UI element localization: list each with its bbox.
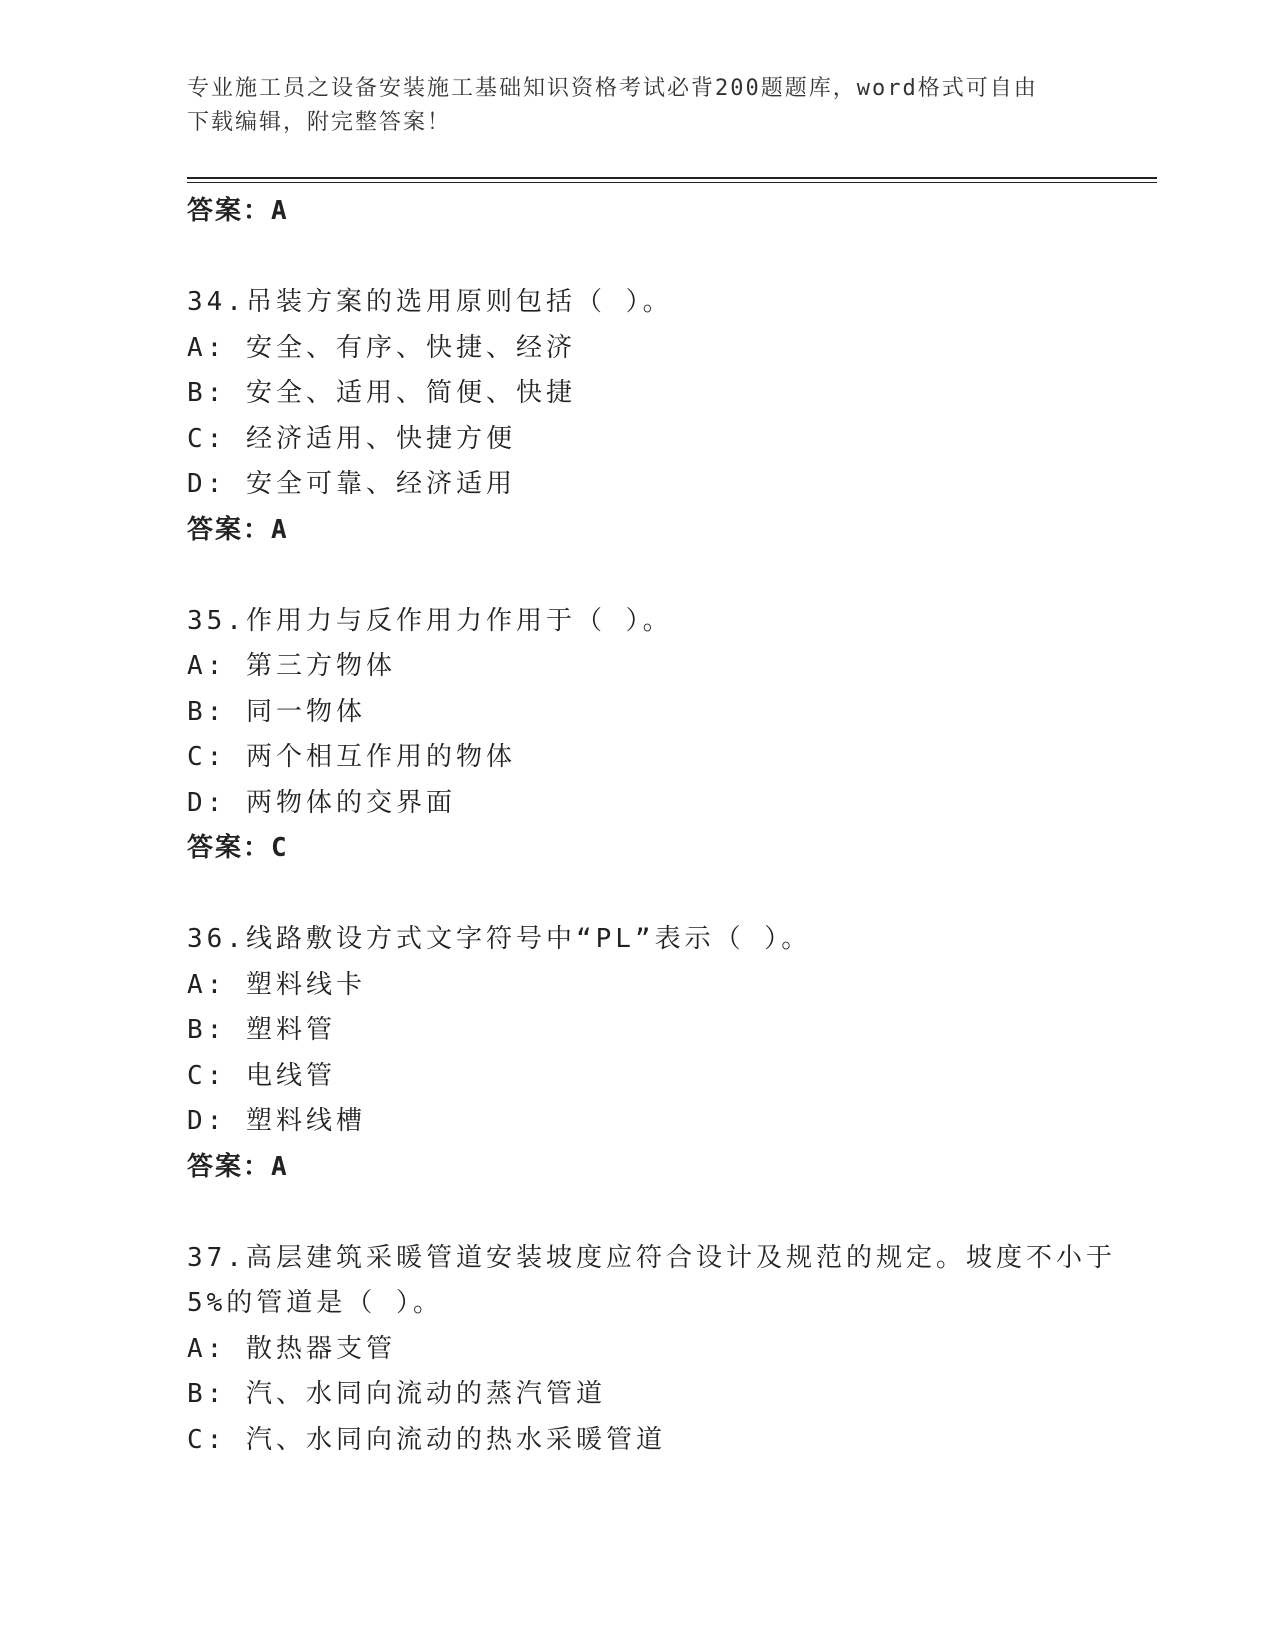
question-stem: 36.线路敷设方式文字符号中“PL”表示（ ）。 xyxy=(187,924,812,954)
answer: 答案：C xyxy=(187,833,289,863)
option-b: B: 塑料管 xyxy=(187,1015,336,1045)
spacer xyxy=(187,1190,1147,1236)
option-a: A: 安全、有序、快捷、经济 xyxy=(187,332,576,363)
option-a: A: 塑料线卡 xyxy=(187,969,366,1000)
question-34 xyxy=(187,280,1147,553)
option-c: C: 电线管 xyxy=(187,1060,336,1091)
spacer xyxy=(187,872,1147,918)
question-stem-line-1: 37.高层建筑采暖管道安装坡度应符合设计及规范的规定。坡度不小于 xyxy=(187,1242,1116,1273)
spacer xyxy=(187,553,1147,599)
question-stem: 34.吊装方案的选用原则包括（ ）。 xyxy=(187,287,673,317)
document-header xyxy=(187,72,1077,140)
question-36 xyxy=(187,917,1147,1190)
question-35 xyxy=(187,599,1147,872)
header-divider-thin xyxy=(187,182,1157,183)
answer: 答案：A xyxy=(187,514,289,545)
header-divider-thick xyxy=(187,177,1157,179)
option-b: B: 同一物体 xyxy=(187,696,366,727)
option-b: B: 安全、适用、简便、快捷 xyxy=(187,378,576,408)
option-c: C: 汽、水同向流动的热水采暖管道 xyxy=(187,1424,666,1455)
option-d: D: 塑料线槽 xyxy=(187,1106,366,1136)
option-a: A: 散热器支管 xyxy=(187,1333,396,1364)
option-b: B: 汽、水同向流动的蒸汽管道 xyxy=(187,1379,606,1409)
option-a: A: 第三方物体 xyxy=(187,651,396,681)
header-line-1: 专业施工员之设备安装施工基础知识资格考试必背200题题库，word格式可自由 xyxy=(187,76,1038,101)
spacer xyxy=(187,235,1147,281)
question-list xyxy=(187,189,1147,1463)
question-stem-line-2: 5%的管道是（ ）。 xyxy=(187,1288,443,1318)
question-37 xyxy=(187,1236,1147,1464)
question-stem: 35.作用力与反作用力作用于（ ）。 xyxy=(187,605,673,636)
option-d: D: 安全可靠、经济适用 xyxy=(187,469,516,499)
header-line-2: 下载编辑，附完整答案！ xyxy=(187,110,452,135)
answer: 答案：A xyxy=(187,1151,289,1182)
option-c: C: 两个相互作用的物体 xyxy=(187,742,516,772)
previous-answer: 答案：A xyxy=(187,196,289,226)
option-c: C: 经济适用、快捷方便 xyxy=(187,423,516,454)
option-d: D: 两物体的交界面 xyxy=(187,787,456,818)
